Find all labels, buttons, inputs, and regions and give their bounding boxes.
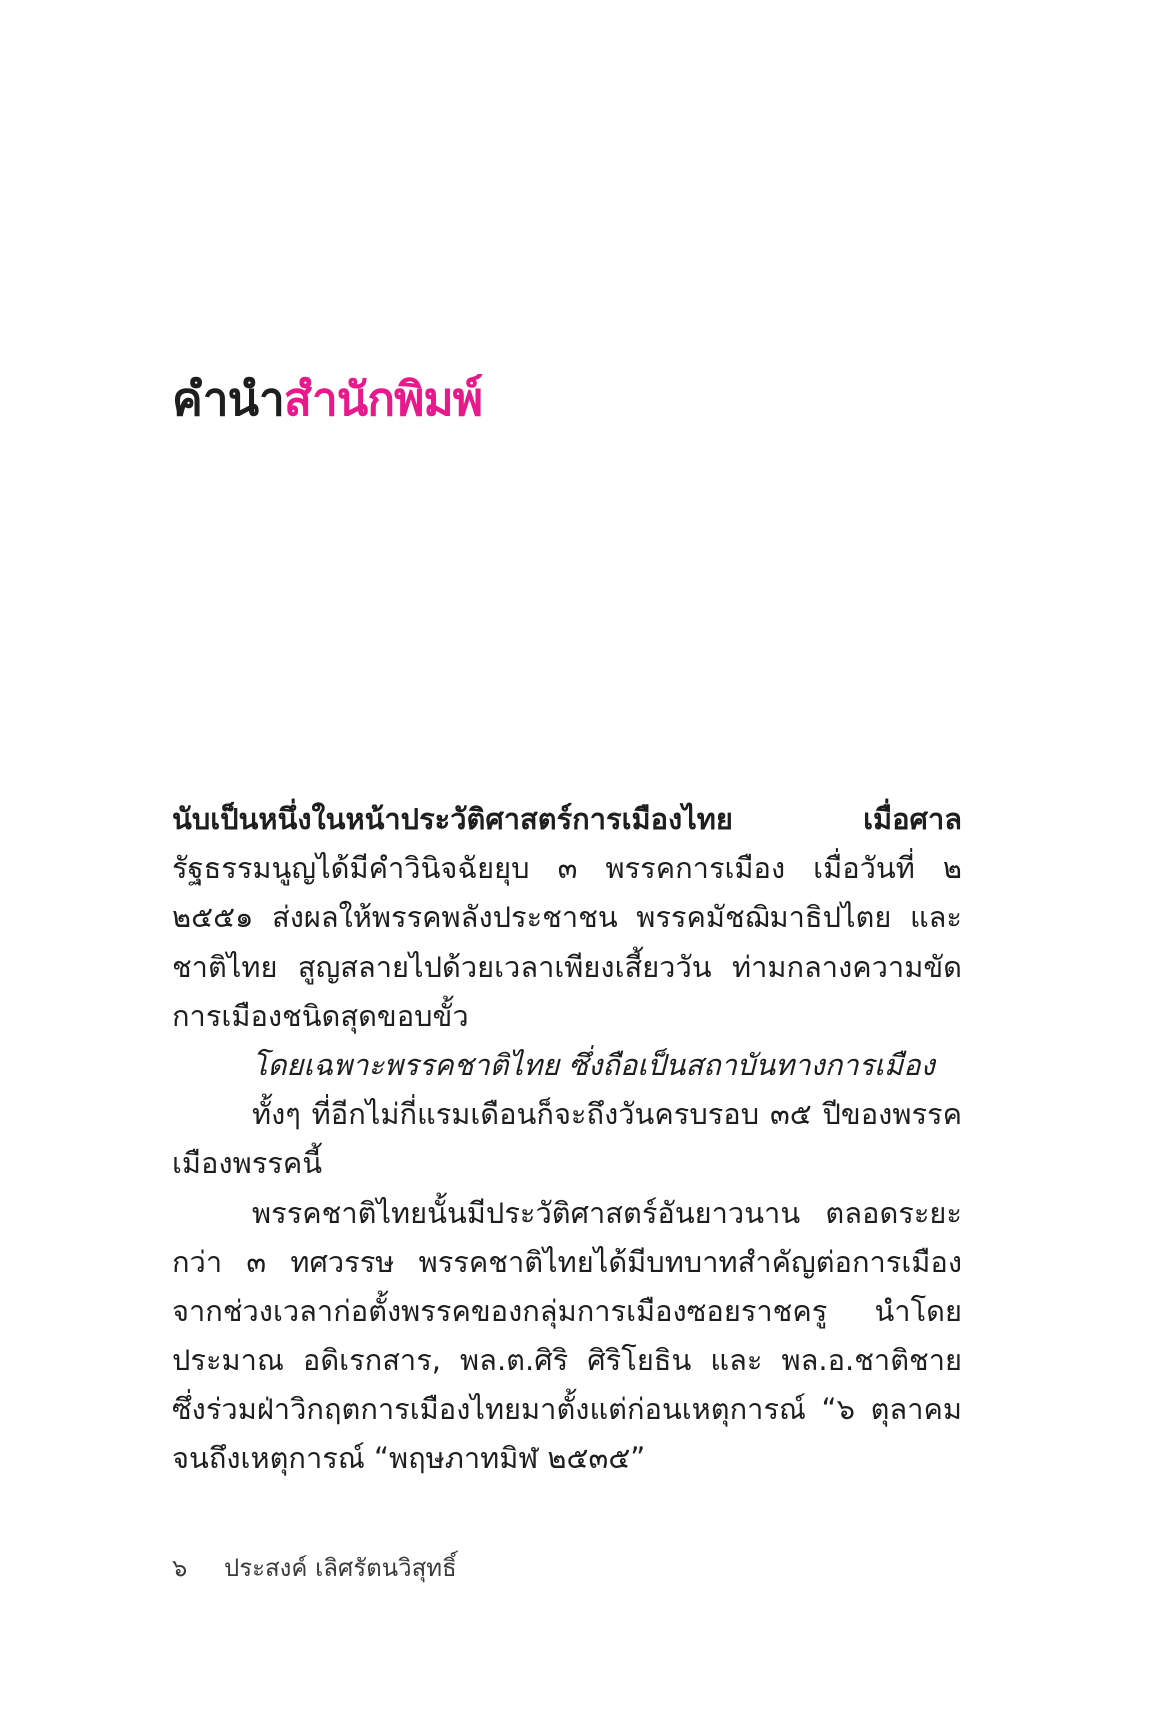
paragraph-line-bold-lead: นับเป็นหนึ่งในหน้าประวัติศาสตร์การเมืองไทย เมื่อศาล — [172, 802, 962, 836]
paragraph-line: กว่า ๓ ทศวรรษ พรรคชาติไทยได้มีบทบาทสำคัญต่อการเมือง — [172, 1244, 962, 1279]
paragraph-line-italic: โดยเฉพาะพรรคชาติไทย ซึ่งถือเป็นสถาบันทางการเมือง — [252, 1047, 935, 1082]
body-text — [172, 795, 962, 1484]
heading-prefix: คำนำ — [172, 372, 284, 426]
page-heading — [172, 372, 482, 427]
page-number: ๖ — [172, 1554, 188, 1582]
paragraph-line: ๒๕๕๑ ส่งผลให้พรรคพลังประชาชน พรรคมัชฌิมาธิปไตย และ — [172, 900, 962, 935]
heading-accent-word: สำนักพิมพ์ — [283, 372, 483, 426]
paragraph-line: เมืองพรรคนี้ — [172, 1146, 323, 1181]
paragraph-line: ทั้งๆ ที่อีกไม่กี่แรมเดือนก็จะถึงวันครบรอบ ๓๕ ปีของพรรค — [252, 1097, 962, 1132]
paragraph-line: ชาติไทย สูญสลายไปด้วยเวลาเพียงเสี้ยววัน ท่ามกลางความขัด — [172, 949, 962, 984]
page-footer — [172, 1548, 457, 1587]
paragraph-line: รัฐธรรมนูญได้มีคำวินิจฉัยยุบ ๓ พรรคการเมือง เมื่อวันที่ ๒ — [172, 851, 962, 886]
paragraph-line: จากช่วงเวลาก่อตั้งพรรคของกลุ่มการเมืองซอยราชครู นำโดย — [172, 1293, 962, 1328]
paragraph-line: จนถึงเหตุการณ์ “พฤษภาทมิฬ ๒๕๓๕” — [172, 1441, 646, 1476]
author-name: ประสงค์ เลิศรัตนวิสุทธิ์ — [224, 1554, 457, 1582]
paragraph-line: พรรคชาติไทยนั้นมีประวัติศาสตร์อันยาวนาน ตลอดระยะ — [252, 1195, 962, 1230]
paragraph-line: การเมืองชนิดสุดขอบขั้ว — [172, 998, 469, 1033]
paragraph-line: ซึ่งร่วมฝ่าวิกฤตการเมืองไทยมาตั้งแต่ก่อนเหตุการณ์ “๖ ตุลาคม — [172, 1392, 962, 1427]
paragraph-line: ประมาณ อดิเรกสาร, พล.ต.ศิริ ศิริโยธิน และ พล.อ.ชาติชาย — [172, 1343, 962, 1378]
